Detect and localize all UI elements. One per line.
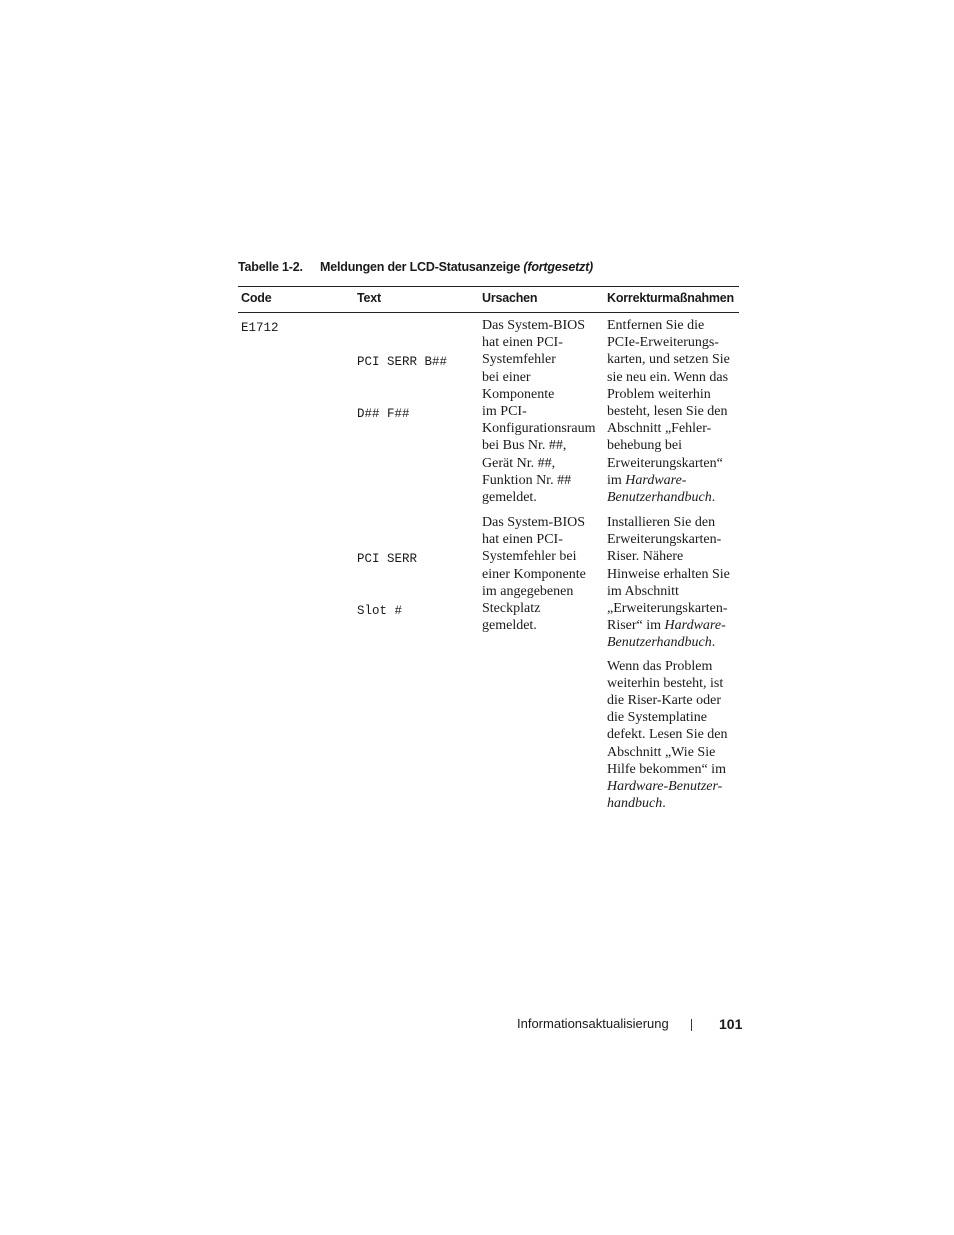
cell-text [357, 320, 447, 458]
caption-title: Meldungen der LCD-Statusanzeige [320, 260, 521, 274]
cause-line: gemeldet. [482, 490, 537, 506]
cell-fix [607, 514, 739, 812]
table-row [238, 514, 739, 814]
text-line: D## F## [357, 407, 410, 422]
cause-line: im PCI- [482, 404, 527, 420]
fix-line: besteht, lesen Sie den [607, 404, 728, 420]
fix-line [607, 489, 739, 506]
lcd-status-table [238, 286, 739, 814]
cause-line: Funktion Nr. ## [482, 472, 572, 488]
fix-text: . [662, 796, 666, 812]
cause-line: Das System-BIOS [482, 318, 586, 333]
fix-line [607, 778, 739, 795]
cause-line: im angegebenen [482, 583, 574, 599]
cause-line: Konfigurationsraum [482, 421, 596, 437]
cause-line: Komponente [482, 386, 555, 402]
fix-line: die Systemplatine [607, 710, 707, 726]
table-header-rule [238, 312, 739, 313]
cell-fix [607, 317, 739, 506]
cause-line: Systemfehler [482, 352, 556, 368]
fix-line: Wenn das Problem [607, 658, 713, 674]
fix-line: Entfernen Sie die [607, 318, 705, 333]
header-cause: Ursachen [482, 291, 538, 305]
text-line: PCI SERR B## [357, 355, 448, 370]
cause-line: einer Komponente [482, 566, 586, 582]
fix-line [607, 617, 739, 634]
fix-text: im [607, 472, 626, 488]
cause-line: hat einen PCI- [482, 335, 563, 351]
fix-line: Installieren Sie den [607, 515, 716, 530]
page-number: 101 [719, 1016, 743, 1032]
manual-title: Benutzerhandbuch [607, 635, 712, 651]
cause-line: Systemfehler bei [482, 549, 577, 565]
cause-line: Steckplatz [482, 601, 541, 617]
fix-line: Riser. Nähere [607, 549, 684, 565]
fix-line: behebung bei [607, 438, 683, 454]
cause-line: Das System-BIOS [482, 515, 586, 530]
manual-title: Hardware- [625, 472, 687, 488]
fix-line: Abschnitt „Fehler- [607, 421, 712, 437]
cell-cause [482, 514, 614, 634]
table-row [238, 317, 739, 514]
fix-line: im Abschnitt [607, 583, 679, 599]
fix-line: defekt. Lesen Sie den [607, 727, 728, 743]
fix-line: PCIe-Erweiterungs- [607, 335, 719, 351]
cause-line: gemeldet. [482, 618, 537, 634]
manual-title: Hardware- [664, 618, 726, 634]
fix-line: Hinweise erhalten Sie [607, 566, 730, 582]
header-text: Text [357, 291, 381, 305]
manual-title: Hardware-Benutzer- [607, 779, 723, 795]
cause-line: bei Bus Nr. ##, [482, 438, 567, 454]
cell-cause [482, 317, 614, 506]
fix-line: Abschnitt „Wie Sie [607, 744, 716, 760]
header-fix: Korrekturmaßnahmen [607, 291, 734, 305]
caption-label: Tabelle 1-2. [238, 260, 303, 274]
text-line: Slot # [357, 604, 403, 619]
footer-separator [691, 1019, 692, 1031]
fix-line: Erweiterungskarten- [607, 532, 722, 548]
fix-line [607, 472, 739, 489]
manual-title: Benutzerhandbuch [607, 490, 712, 506]
fix-line [607, 795, 739, 812]
fix-text: . [711, 490, 716, 506]
caption-continued: (fortgesetzt) [523, 260, 594, 274]
fix-paragraph [607, 658, 739, 813]
fix-line [607, 634, 739, 651]
fix-line: „Erweiterungskarten- [607, 601, 728, 617]
cause-line: Gerät Nr. ##, [482, 455, 556, 471]
fix-text: . [711, 635, 716, 651]
cause-line: bei einer [482, 369, 531, 385]
fix-line: Erweiterungskarten“ [607, 455, 723, 471]
table-caption [238, 260, 593, 274]
fix-line: Problem weiterhin [607, 386, 711, 402]
cause-line: hat einen PCI- [482, 532, 563, 548]
cell-code: E1712 [241, 321, 279, 335]
fix-line: Hilfe bekommen“ im [607, 761, 726, 777]
fix-text: Riser“ im [607, 618, 665, 634]
footer-section-title: Informationsaktualisierung [517, 1016, 669, 1031]
table-header-row [238, 287, 739, 312]
fix-line: die Riser-Karte oder [607, 693, 722, 709]
cell-text [357, 517, 417, 655]
fix-line: sie neu ein. Wenn das [607, 369, 729, 385]
fix-line: weiterhin besteht, ist [607, 675, 724, 691]
fix-line: karten, und setzen Sie [607, 352, 730, 368]
text-line: PCI SERR [357, 552, 418, 567]
manual-title: handbuch [607, 796, 663, 812]
fix-paragraph [607, 514, 739, 652]
header-code: Code [241, 291, 272, 305]
